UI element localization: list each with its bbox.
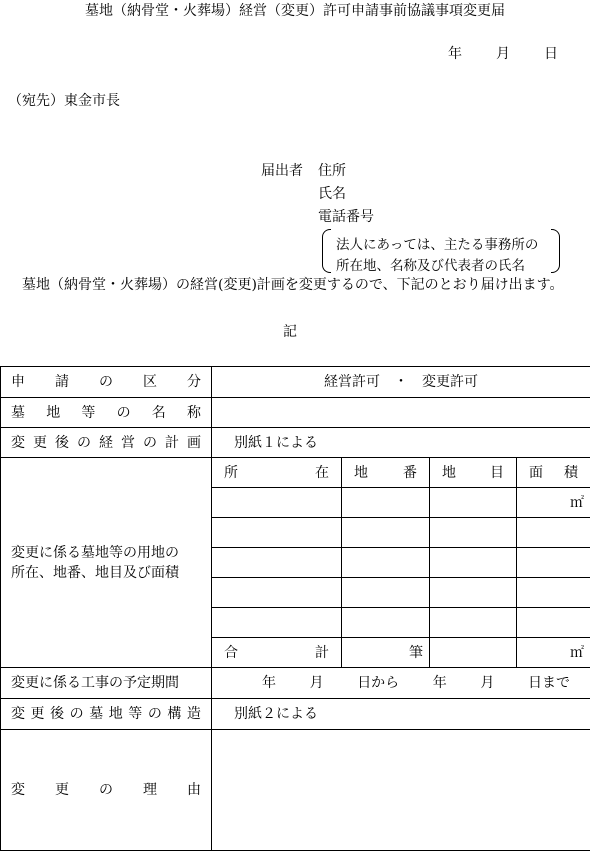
total-land-category-cell[interactable] bbox=[430, 638, 517, 668]
applicant-address-label: 住所 bbox=[318, 164, 346, 178]
reason-label: 変 更 の 理 由 bbox=[1, 730, 212, 851]
date-day: 日 bbox=[544, 47, 558, 61]
application-table bbox=[0, 366, 590, 851]
construction-period-label: 変更に係る工事の予定期間 bbox=[1, 668, 212, 699]
date-line bbox=[448, 47, 558, 61]
location-cell[interactable] bbox=[212, 548, 342, 578]
lot-number-cell[interactable] bbox=[342, 608, 430, 638]
row-construction-period bbox=[1, 668, 590, 699]
applicant-phone-label: 電話番号 bbox=[318, 210, 374, 224]
date-month: 月 bbox=[496, 47, 510, 61]
land-category-cell[interactable] bbox=[430, 608, 517, 638]
addressee: （宛先）東金市長 bbox=[8, 94, 120, 108]
area-unit: ㎡ bbox=[570, 495, 584, 511]
total-label: 合 計 bbox=[212, 638, 342, 668]
plan-after-label: 変 更 後 の 経 営 の 計 画 bbox=[1, 428, 212, 458]
row-cemetery-name bbox=[1, 398, 590, 428]
corporate-note-bracket bbox=[322, 229, 560, 273]
construction-period-value[interactable]: 年 月 日から 年 月 日まで bbox=[212, 668, 590, 699]
left-bracket bbox=[322, 229, 331, 273]
cemetery-name-label: 墓 地 等 の 名 称 bbox=[1, 398, 212, 428]
lot-number-cell[interactable] bbox=[342, 578, 430, 608]
area-cell[interactable] bbox=[517, 578, 590, 608]
row-reason bbox=[1, 730, 590, 851]
structure-label: 変 更 後 の 墓 地 等 の 構 造 bbox=[1, 699, 212, 730]
document-title: 墓地（納骨堂・火葬場）経営（変更）許可申請事前協議事項変更届 bbox=[0, 4, 590, 18]
land-category-cell[interactable] bbox=[430, 578, 517, 608]
row-structure bbox=[1, 699, 590, 730]
reason-field[interactable] bbox=[212, 730, 590, 851]
right-bracket bbox=[551, 229, 560, 273]
lot-number-cell[interactable] bbox=[342, 548, 430, 578]
plan-after-value[interactable]: 別紙１による bbox=[212, 428, 590, 458]
statement: 墓地（納骨堂・火葬場）の経営(変更)計画を変更するので、下記のとおり届け出ます。 bbox=[22, 278, 564, 292]
application-type-label: 申 請 の 区 分 bbox=[1, 367, 212, 398]
area-cell[interactable] bbox=[517, 608, 590, 638]
hitsu-unit: 筆 bbox=[409, 645, 423, 661]
row-application-type bbox=[1, 367, 590, 398]
structure-value[interactable]: 別紙２による bbox=[212, 699, 590, 730]
applicant-label: 届出者 bbox=[261, 164, 303, 178]
total-area-unit: ㎡ bbox=[570, 645, 584, 661]
row-land-headers bbox=[1, 458, 590, 488]
corporate-note-line2: 所在地、名称及び代表者の氏名 bbox=[336, 254, 525, 274]
land-category-cell[interactable] bbox=[430, 518, 517, 548]
land-label bbox=[1, 458, 212, 668]
application-type-value[interactable]: 経営許可 ・ 変更許可 bbox=[212, 367, 590, 398]
total-hitsu-cell[interactable] bbox=[342, 638, 430, 668]
location-cell[interactable] bbox=[212, 578, 342, 608]
area-cell[interactable] bbox=[517, 548, 590, 578]
corporate-note-line1: 法人にあっては、主たる事務所の bbox=[336, 233, 538, 253]
area-cell[interactable] bbox=[517, 518, 590, 548]
location-cell[interactable] bbox=[212, 488, 342, 518]
lot-number-cell[interactable] bbox=[342, 518, 430, 548]
applicant-name-label: 氏名 bbox=[318, 187, 346, 201]
date-year: 年 bbox=[448, 47, 462, 61]
ki-heading: 記 bbox=[283, 325, 297, 339]
header-lot-number: 地 番 bbox=[342, 458, 430, 488]
cemetery-name-field[interactable] bbox=[212, 398, 590, 428]
header-land-category: 地 目 bbox=[430, 458, 517, 488]
location-cell[interactable] bbox=[212, 608, 342, 638]
land-category-cell[interactable] bbox=[430, 488, 517, 518]
location-cell[interactable] bbox=[212, 518, 342, 548]
land-label-line1: 変更に係る墓地等の用地の bbox=[11, 546, 201, 560]
lot-number-cell[interactable] bbox=[342, 488, 430, 518]
land-category-cell[interactable] bbox=[430, 548, 517, 578]
area-cell[interactable] bbox=[517, 488, 590, 518]
header-area: 面 積 bbox=[517, 458, 590, 488]
row-plan-after bbox=[1, 428, 590, 458]
header-location: 所 在 bbox=[212, 458, 342, 488]
total-area-cell[interactable] bbox=[517, 638, 590, 668]
land-label-line2: 所在、地番、地目及び面積 bbox=[11, 566, 201, 580]
